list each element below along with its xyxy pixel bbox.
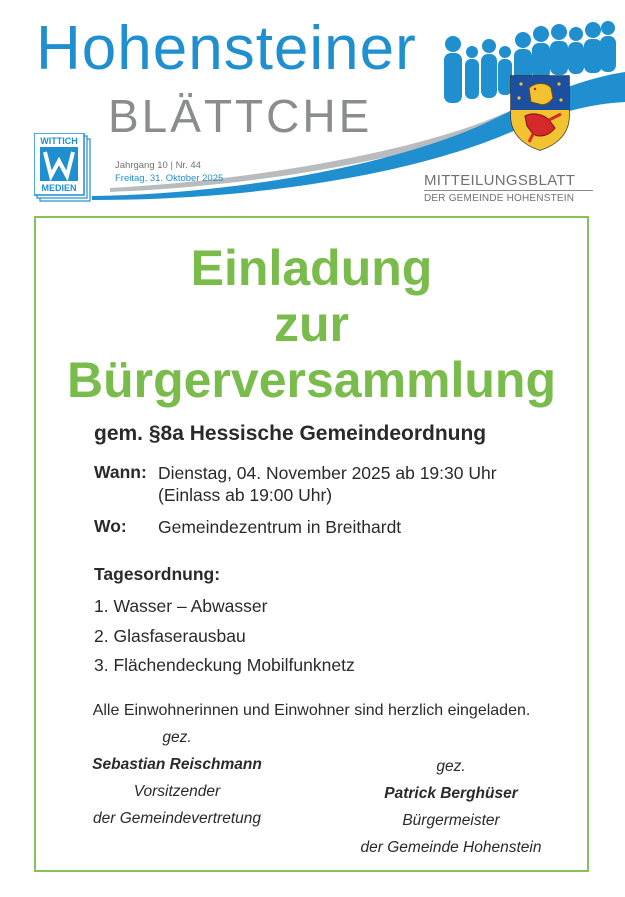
signature-mayor xyxy=(342,753,560,861)
paper-subtitle: BLÄTTCHE xyxy=(108,90,373,142)
agenda-item: 3. Flächendeckung Mobilfunknetz xyxy=(94,655,355,675)
when-datetime: Dienstag, 04. November 2025 ab 19:30 Uhr xyxy=(158,463,497,483)
signatory-role: Bürgermeister xyxy=(402,812,500,829)
issue-info xyxy=(115,159,223,185)
issue-date: Freitag, 31. Oktober 2025 xyxy=(115,173,224,184)
signatory-org: der Gemeindevertretung xyxy=(92,810,261,827)
where-value: Gemeindezentrum in Breithardt xyxy=(158,517,402,537)
where-label: Wo: xyxy=(94,516,127,536)
agenda-item: 1. Wasser – Abwasser xyxy=(94,596,268,616)
signature-gez: gez. xyxy=(162,729,192,746)
headline xyxy=(36,240,587,408)
publisher-name-bottom: MEDIEN xyxy=(41,183,77,193)
signatory-name: Patrick Berghüser xyxy=(384,785,518,802)
agenda-title: Tagesordnung: xyxy=(94,564,221,584)
masthead xyxy=(0,0,625,210)
agenda-list xyxy=(94,592,355,681)
assembly-notice xyxy=(34,216,589,872)
bulletin-divider xyxy=(424,190,593,191)
headline-line-2: zur xyxy=(274,296,349,352)
when-admission-note: (Einlass ab 19:00 Uhr) xyxy=(158,485,333,505)
signatory-role: Vorsitzender xyxy=(133,783,221,800)
signature-gez: gez. xyxy=(436,758,466,775)
when-value xyxy=(158,462,497,506)
when-label: Wann: xyxy=(94,462,147,482)
headline-line-3: Bürgerversammlung xyxy=(66,352,557,408)
coat-of-arms-icon xyxy=(509,74,571,152)
legal-basis: gem. §8a Hessische Gemeindeordnung xyxy=(94,422,487,445)
publisher-name-top: WITTICH xyxy=(40,136,78,146)
publisher-logo-icon xyxy=(34,133,92,203)
bulletin-subtitle: DER GEMEINDE HOHENSTEIN xyxy=(424,193,575,204)
signature-chair xyxy=(74,724,280,832)
paper-title: Hohensteiner xyxy=(36,14,417,83)
bulletin-title: MITTEILUNGSBLATT xyxy=(424,172,576,189)
signatory-org: der Gemeinde Hohenstein xyxy=(360,839,542,856)
agenda-item: 2. Glasfaserausbau xyxy=(94,625,246,646)
volume-issue: Jahrgang 10 | Nr. 44 xyxy=(115,160,201,171)
signatory-name: Sebastian Reischmann xyxy=(92,756,262,773)
invitation-text: Alle Einwohnerinnen und Einwohner sind herzlich eingeladen. xyxy=(92,702,531,719)
headline-line-1: Einladung xyxy=(190,240,433,296)
